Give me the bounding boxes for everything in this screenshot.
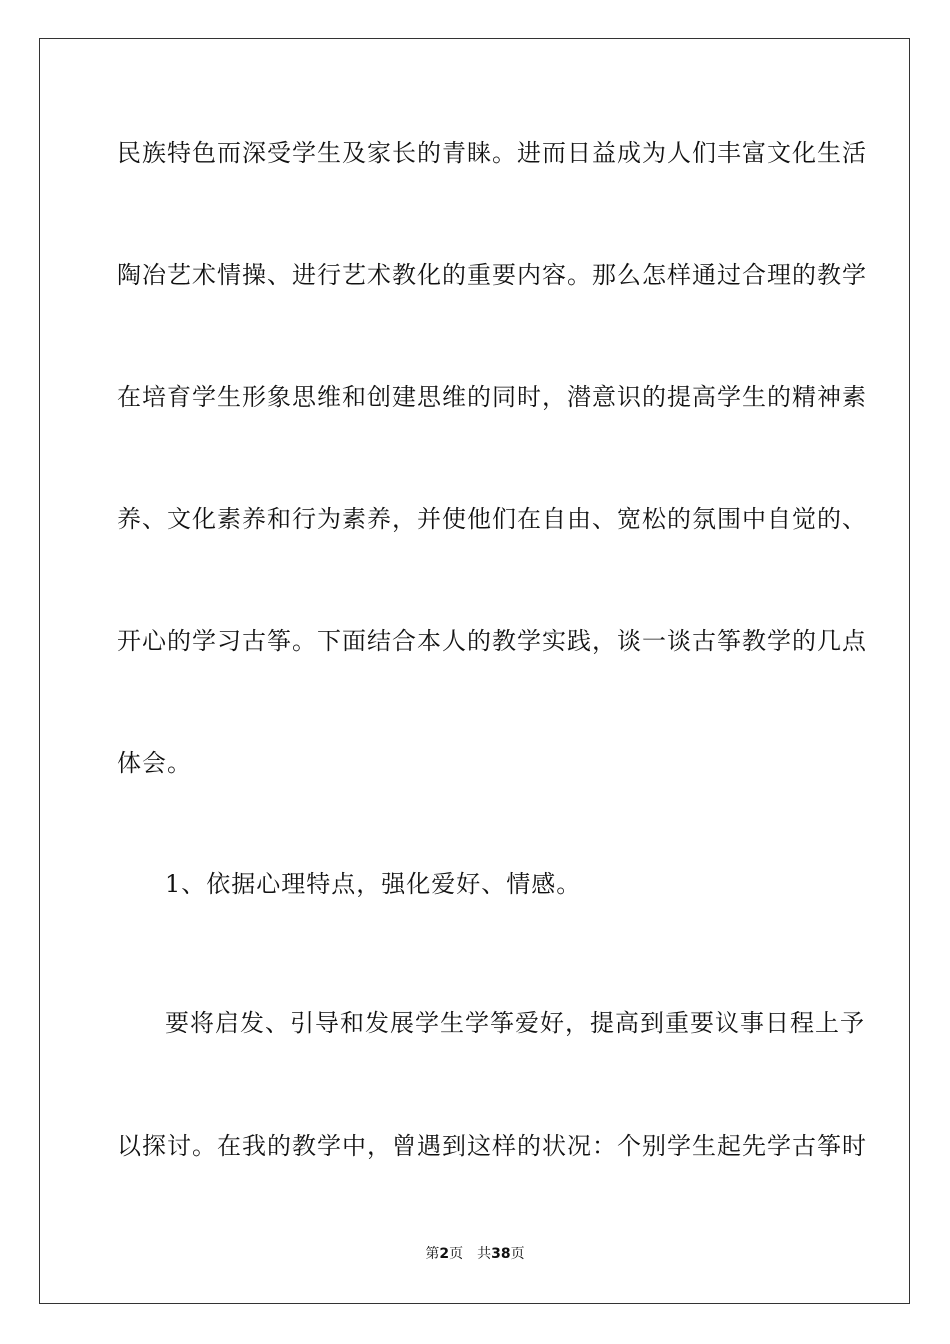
section-heading: 1、依据心理特点，强化爱好、情感。 <box>165 870 582 898</box>
body-line-8: 要将启发、引导和发展学生学筝爱好，提高到重要议事日程上予 <box>165 1009 865 1037</box>
footer-page-number: 2 <box>439 1246 450 1262</box>
body-line-2: 陶冶艺术情操、进行艺术教化的重要内容。那么怎样通过合理的教学 <box>117 261 867 289</box>
body-line-4: 养、文化素养和行为素养，并使他们在自由、宽松的氛围中自觉的、 <box>117 505 867 533</box>
body-line-6: 体会。 <box>117 749 192 777</box>
body-line-1: 民族特色而深受学生及家长的青睐。进而日益成为人们丰富文化生活 <box>117 139 867 167</box>
body-line-3: 在培育学生形象思维和创建思维的同时，潜意识的提高学生的精神素 <box>117 383 867 411</box>
footer-total-pages: 38 <box>491 1246 511 1262</box>
footer-suffix: 页 <box>510 1246 525 1262</box>
body-line-5: 开心的学习古筝。下面结合本人的教学实践，谈一谈古筝教学的几点 <box>117 627 867 655</box>
body-line-9: 以探讨。在我的教学中，曾遇到这样的状况：个别学生起先学古筝时 <box>117 1132 867 1160</box>
footer-prefix: 第 <box>425 1246 440 1262</box>
page-footer <box>0 1245 950 1263</box>
page-border <box>39 38 910 1304</box>
footer-mid: 页 共 <box>449 1246 492 1262</box>
